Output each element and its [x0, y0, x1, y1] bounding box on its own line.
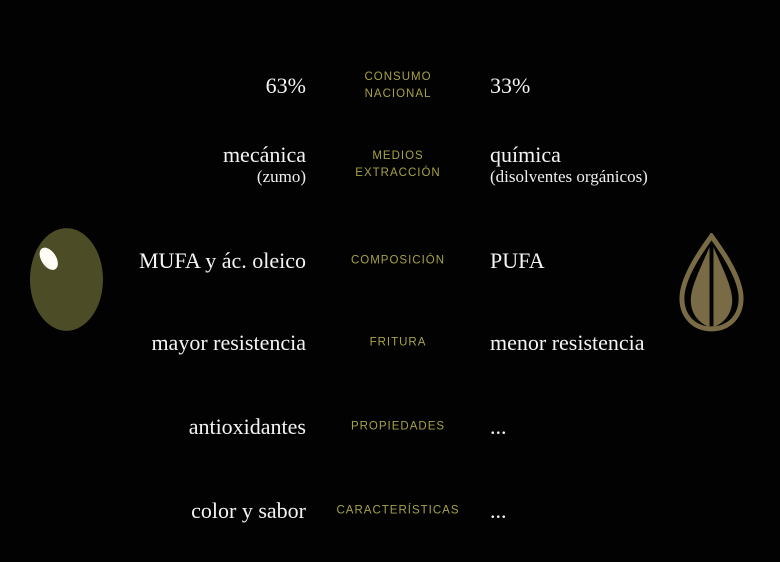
left-main-text: mayor resistencia [151, 330, 306, 355]
comparison-row [0, 136, 780, 194]
category-label [351, 253, 445, 270]
right-main-text: PUFA [490, 248, 545, 273]
comparison-row [0, 60, 780, 112]
category-line: CONSUMO [364, 71, 432, 83]
right-value [490, 415, 507, 439]
left-value [151, 331, 306, 355]
left-main-text: antioxidantes [188, 414, 306, 439]
category-label [364, 69, 431, 103]
category-line: EXTRACCIÓN [355, 167, 441, 179]
category-line: CARACTERÍSTICAS [336, 504, 460, 517]
left-value [223, 143, 306, 187]
right-value [490, 74, 530, 98]
comparison-row [0, 235, 780, 287]
category-label [337, 503, 460, 520]
category-line: COMPOSICIÓN [350, 254, 446, 267]
left-main-text: color y sabor [191, 498, 306, 523]
left-value [189, 415, 306, 439]
left-main-text: mecánica [222, 142, 306, 167]
right-main-text: ... [490, 414, 507, 439]
right-main-text: química [490, 142, 561, 167]
right-main-text: menor resistencia [490, 330, 645, 355]
category-line: MEDIOS [372, 150, 424, 162]
right-main-text: ... [490, 498, 507, 523]
left-sub-text: (zumo) [256, 167, 306, 186]
right-main-text: 33% [490, 73, 531, 98]
right-sub-text: (disolventes orgánicos) [490, 167, 648, 186]
category-line: FRITURA [369, 336, 427, 349]
category-label [355, 148, 440, 182]
left-value [266, 74, 306, 98]
comparison-row [0, 401, 780, 453]
category-line: PROPIEDADES [350, 420, 446, 433]
left-value [139, 249, 306, 273]
category-label [351, 419, 445, 436]
category-label [370, 335, 427, 352]
comparison-row [0, 317, 780, 369]
left-value [191, 499, 306, 523]
category-line: NACIONAL [364, 88, 432, 100]
right-value [490, 499, 507, 523]
left-main-text: MUFA y ác. oleico [138, 248, 306, 273]
right-value [490, 249, 545, 273]
left-main-text: 63% [265, 73, 306, 98]
comparison-row [0, 485, 780, 537]
right-value [490, 331, 645, 355]
right-value [490, 143, 648, 187]
